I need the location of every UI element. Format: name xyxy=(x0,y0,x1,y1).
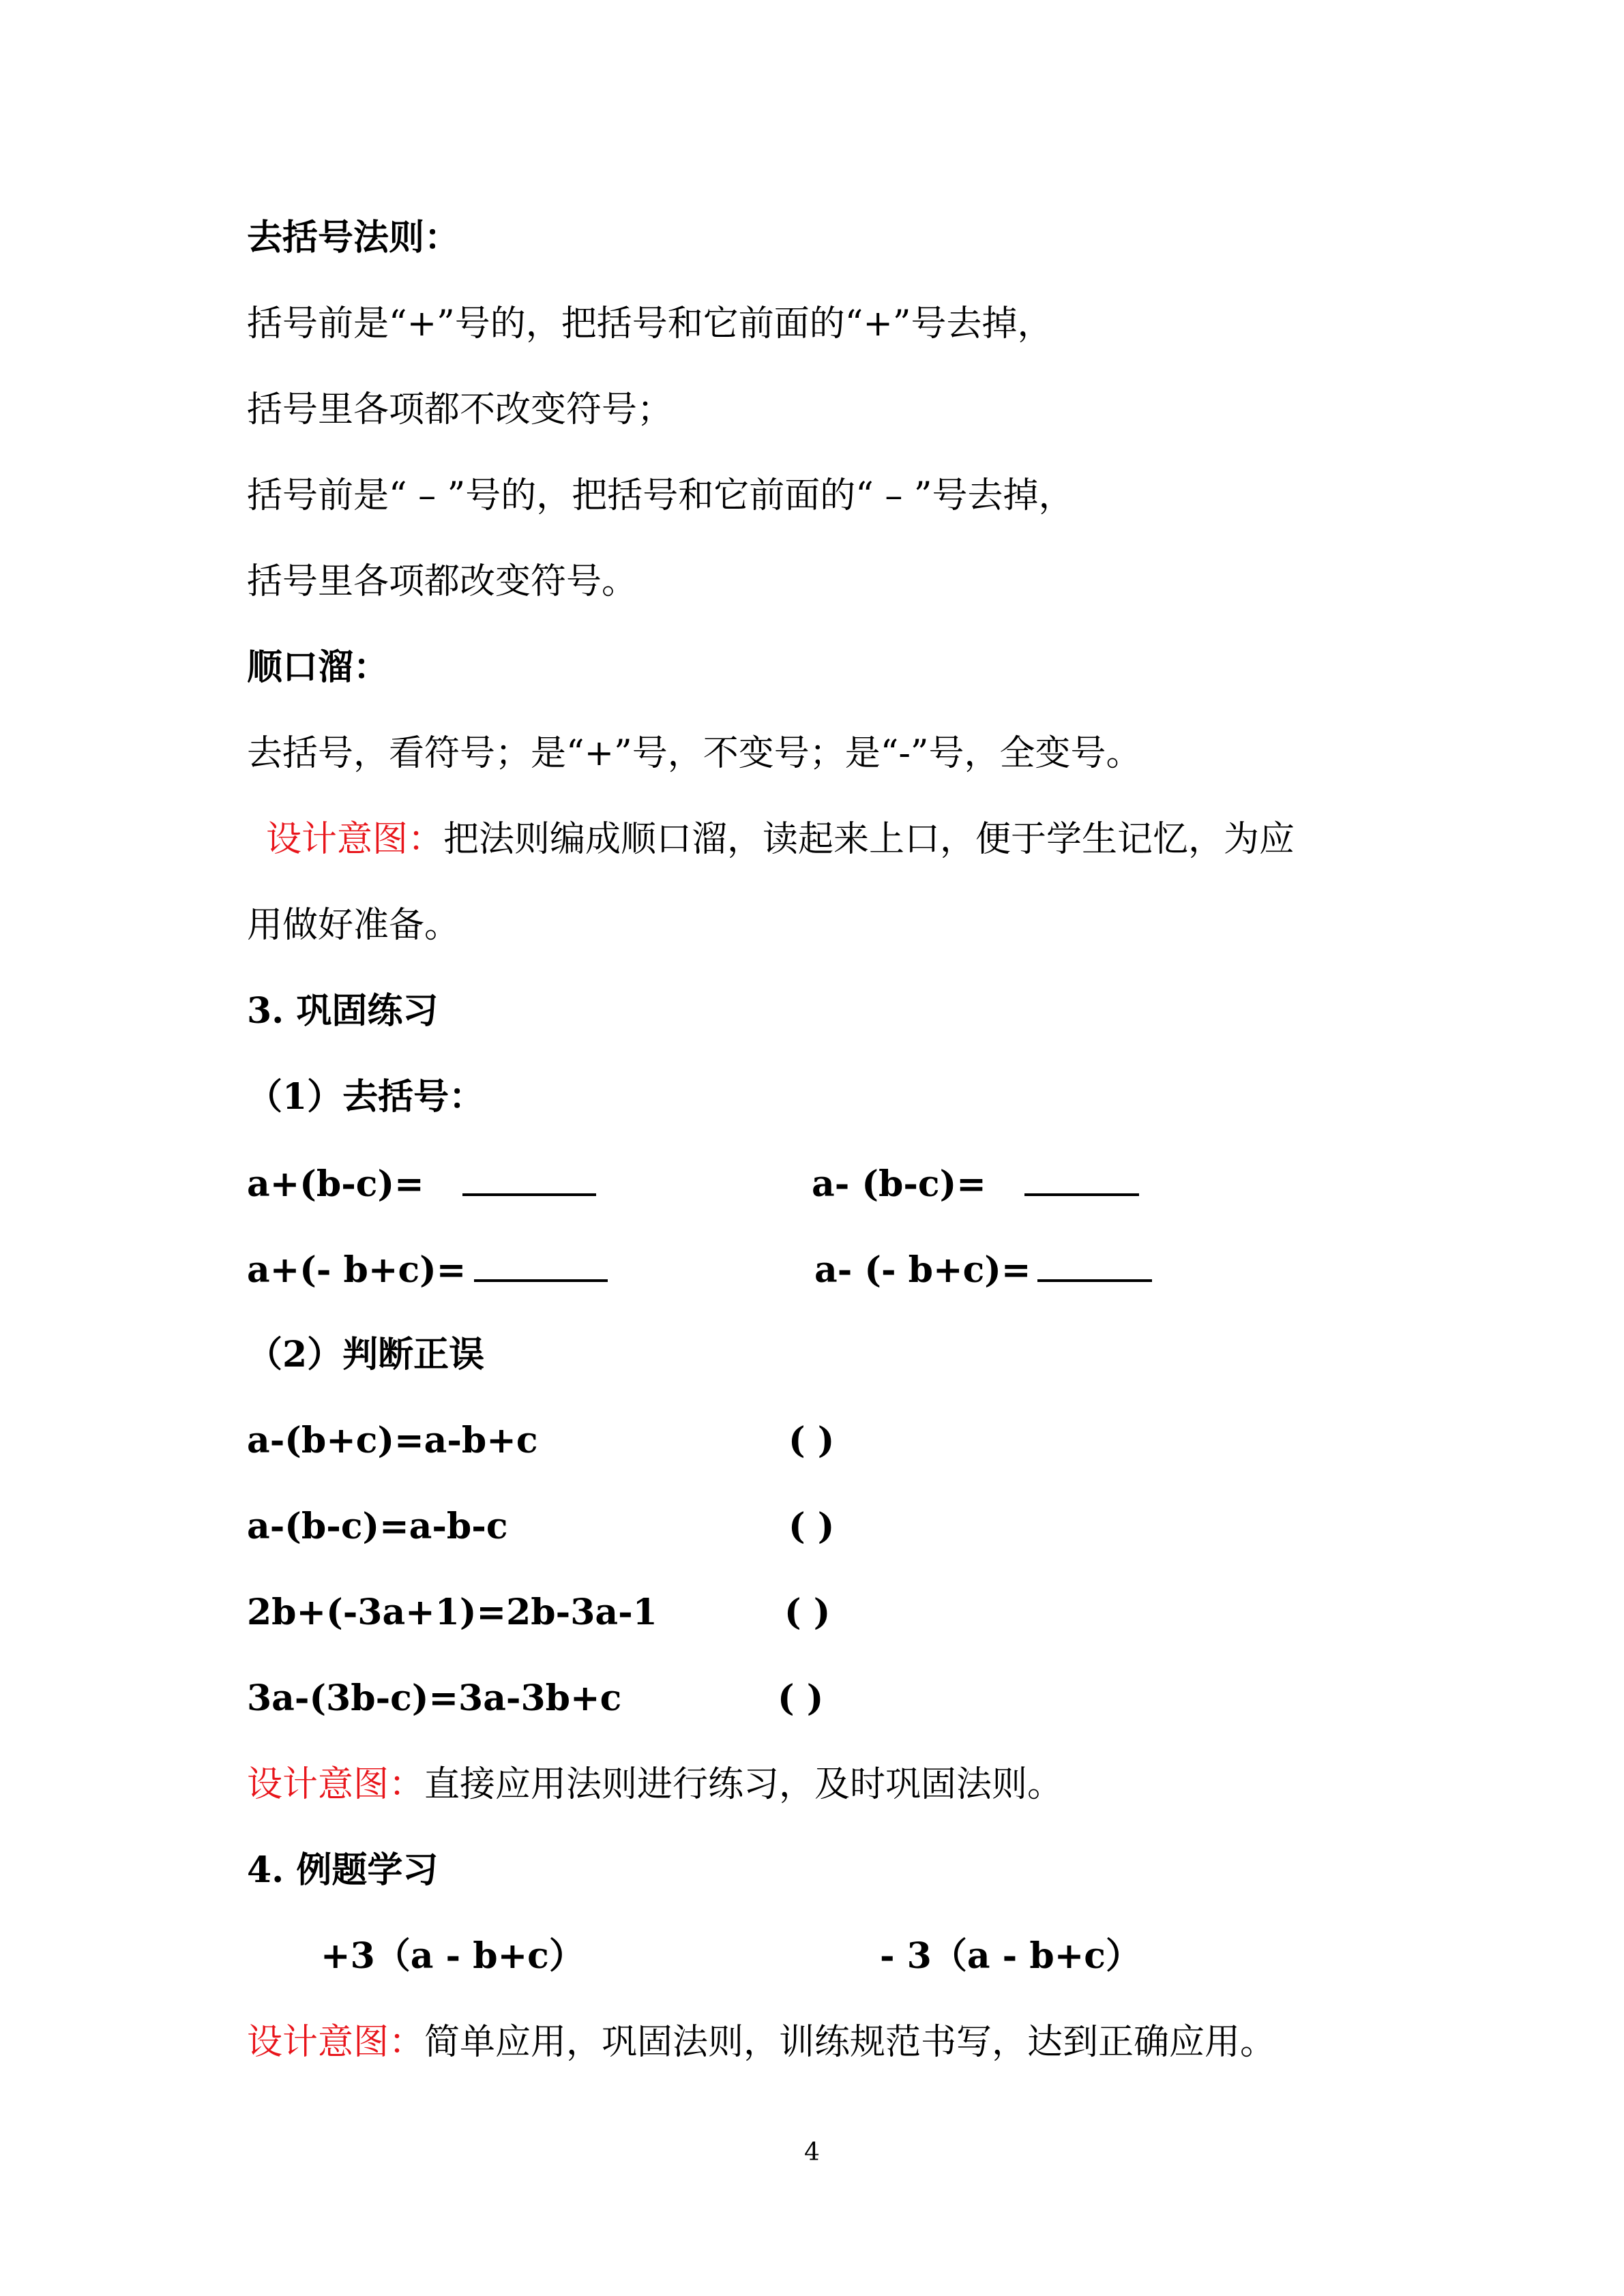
exercise-2-right: a- (- b+c)= xyxy=(814,1245,1152,1294)
practice-sub-2: （2）判断正误 xyxy=(247,1334,485,1375)
answer-blank[interactable] xyxy=(1024,1159,1139,1196)
answer-blank[interactable] xyxy=(462,1159,596,1196)
rule-line-2: 括号里各项都不改变符号； xyxy=(247,389,673,430)
rule-line-3: 括号前是“ – ”号的，把括号和它前面的“ – ”号去掉， xyxy=(247,475,1074,516)
judgment-4-mark[interactable]: ( ) xyxy=(778,1678,824,1719)
judgment-1: a-(b+c)=a-b+c xyxy=(247,1420,538,1461)
exercise-1-left: a+(b-c)= xyxy=(247,1159,596,1208)
page-number: 4 xyxy=(804,2138,820,2166)
design-intent-1 xyxy=(266,816,1295,863)
rules-heading: 去括号法则： xyxy=(247,217,460,258)
judgment-4: 3a-(3b-c)=3a-3b+c xyxy=(247,1678,622,1719)
answer-blank[interactable] xyxy=(1037,1245,1152,1282)
example-heading: 4. 例题学习 xyxy=(247,1849,439,1891)
design-intent-3 xyxy=(247,2018,1275,2066)
design-intent-label: 设计意图： xyxy=(266,819,444,860)
design-intent-text: 简单应用，巩固法则，训练规范书写，达到正确应用。 xyxy=(424,2022,1276,2063)
design-intent-label: 设计意图： xyxy=(247,1764,425,1805)
design-intent-1-cont: 用做好准备。 xyxy=(247,905,460,946)
exercise-1-right: a- (b-c)= xyxy=(812,1159,1139,1208)
exercise-2-left: a+(- b+c)= xyxy=(247,1245,608,1294)
judgment-2: a-(b-c)=a-b-c xyxy=(247,1506,508,1547)
rule-line-1: 括号前是“+”号的，把括号和它前面的“+”号去掉， xyxy=(247,303,1053,344)
judgment-3-mark[interactable]: ( ) xyxy=(784,1592,831,1633)
judgment-2-mark[interactable]: ( ) xyxy=(788,1506,835,1547)
judgment-1-mark[interactable]: ( ) xyxy=(788,1420,835,1461)
rhyme-text: 去括号，看符号；是“+”号，不变号；是“-”号，全变号。 xyxy=(247,733,1142,774)
answer-blank[interactable] xyxy=(474,1245,608,1282)
practice-heading: 3. 巩固练习 xyxy=(247,990,439,1032)
judgment-3: 2b+(-3a+1)=2b-3a-1 xyxy=(247,1592,658,1633)
design-intent-text: 把法则编成顺口溜，读起来上口，便于学生记忆，为应 xyxy=(443,819,1295,860)
example-left: +3（a - b+c） xyxy=(321,1935,585,1977)
rule-line-4: 括号里各项都改变符号。 xyxy=(247,561,638,602)
design-intent-text: 直接应用法则进行练习，及时巩固法则。 xyxy=(424,1764,1063,1805)
design-intent-label: 设计意图： xyxy=(247,2022,425,2063)
rhyme-heading: 顺口溜： xyxy=(247,646,389,688)
example-right: - 3（a - b+c） xyxy=(880,1935,1141,1977)
practice-sub-1: （1）去括号： xyxy=(247,1076,485,1118)
design-intent-2 xyxy=(247,1761,1063,1808)
